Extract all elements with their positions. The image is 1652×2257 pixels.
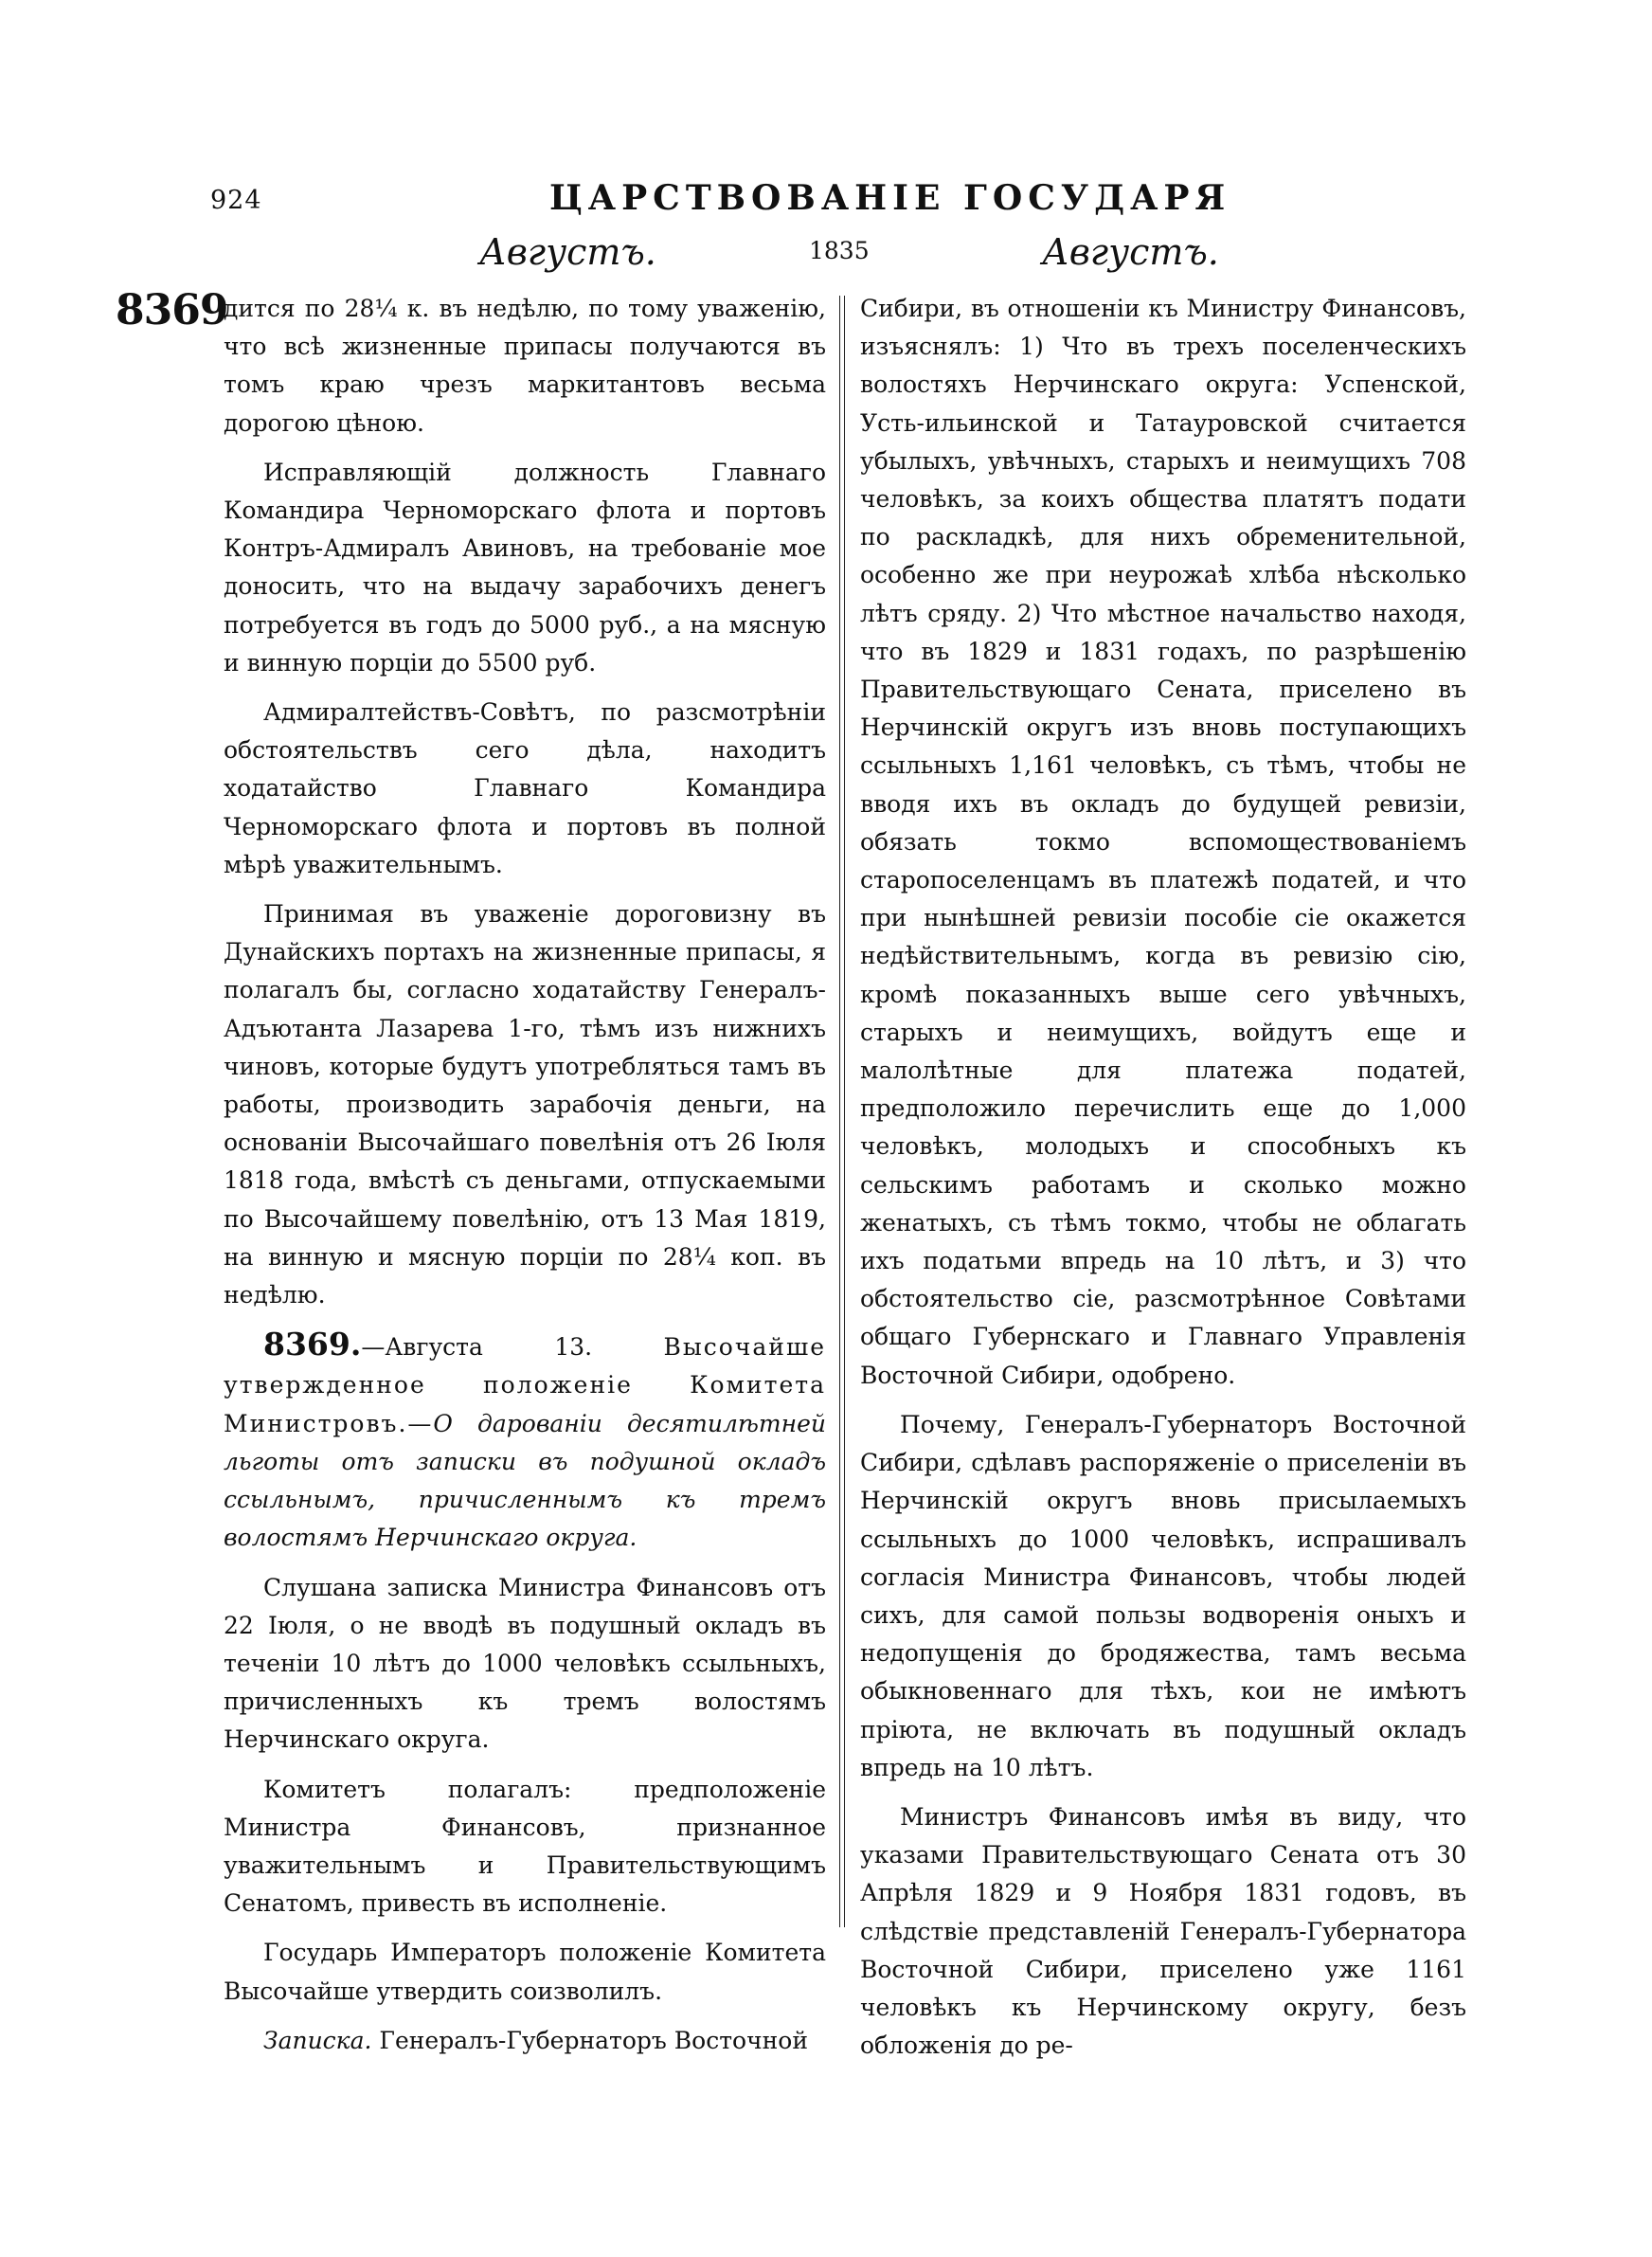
left-column [224,290,826,2060]
entry-date: —Августа 13. [361,1333,593,1362]
entry-number: 8369. [263,1326,362,1363]
note-label: Записка. [263,2026,372,2054]
paragraph: Государь Императоръ положеніе Комитета Высочайше утвердить соизволилъ. [224,1939,826,2005]
entry-heading: Высочайше утвержденное положеніе Комитета Министровъ.— [224,1333,826,1437]
column-divider [839,296,845,1927]
paragraph: Исправляющій должность Главнаго Командира Черноморскаго флота и портовъ Контръ-Адмиралъ Авиновъ, на требованіе мое доносить, что на выдачу зарабочихъ денегъ потребуется въ годъ до 5000 руб., а на мясную и винную порціи до 5500 руб. [224,458,826,677]
right-column [860,290,1466,2065]
margin-entry-number: 8369 [116,286,228,334]
month-left: Августъ. [479,231,656,273]
entry-heading-paragraph [224,1326,826,1557]
paragraph: Почему, Генералъ-Губернаторъ Восточной Сибири, сдѣлавъ распоряженіе о приселеніи въ Нерчинскій округъ вновь присылаемыхъ ссыльныхъ до 1000 человѣкъ, испрашивалъ согласія Министра Финансовъ, чтобы людей сихъ, для самой пользы водворенія оныхъ и недопущенія до бродяжества, тамъ весьма обыкновеннаго для тѣхъ, кои не имѣютъ пріюта, не включать въ подушный окладъ впредь на 10 лѣтъ. [860,1410,1466,1781]
paragraph: Слушана записка Министра Финансовъ отъ 22 Іюля, о не вводѣ въ подушный окладъ въ теченіи 10 лѣтъ до 1000 человѣкъ ссыльныхъ, причисленныхъ къ тремъ волостямъ Нерчинскаго округа. [224,1573,826,1754]
paragraph: дится по 28¼ к. въ недѣлю, по тому уваженію, что всѣ жизненные припасы получаются въ томъ краю чрезъ маркитантовъ весьма дорогою цѣною. [224,295,826,437]
paragraph: Принимая въ уваженіе дороговизну въ Дунайскихъ портахъ на жизненные припасы, я полагалъ бы, согласно ходатайству Генералъ-Адъютанта Лазарева 1-го, тѣмъ изъ нижнихъ чиновъ, которые будутъ употребляться тамъ въ работы, производить зарабочія деньги, на основаніи Высочайшаго повелѣнія отъ 26 Іюля 1818 года, вмѣстѣ съ деньгами, отпускаемыми по Высочайшему повелѣнію, отъ 13 Мая 1819, на винную и мясную порціи по 28¼ коп. въ недѣлю. [224,900,826,1309]
entry-title: О дарованіи десятилѣтней льготы отъ записки въ подушной окладъ ссыльнымъ, причисленнымъ къ тремъ волостямъ Нерчинскаго округа. [224,1409,826,1552]
note-paragraph [224,2022,826,2060]
running-title: ЦАРСТВОВАНІЕ ГОСУДАРЯ [549,178,1231,218]
year: 1835 [809,237,870,264]
paragraph: Адмиралтействъ-Совѣтъ, по разсмотрѣніи обстоятельствъ сего дѣла, находитъ ходатайство Главнаго Командира Черноморскаго флота и портовъ въ полной мѣрѣ уважительнымъ. [224,698,826,878]
paragraph: Комитетъ полагалъ: предположеніе Министра Финансовъ, признанное уважительнымъ и Правительствующимъ Сенатомъ, привесть въ исполненіе. [224,1775,826,1918]
note-text: Генералъ-Губернаторъ Восточной [371,2026,808,2054]
month-right: Августъ. [1042,231,1219,273]
paragraph: Министръ Финансовъ имѣя въ виду, что указами Правительствующаго Сената отъ 30 Апрѣля 1829 и 9 Ноября 1831 годовъ, въ слѣдствіе представленій Генералъ-Губернатора Восточной Сибири, приселено уже 1161 человѣкъ къ Нерчинскому округу, безъ обложенія до ре- [860,1802,1466,2060]
paragraph: Сибири, въ отношеніи къ Министру Финансовъ, изъяснялъ: 1) Что въ трехъ поселенческихъ волостяхъ Нерчинскаго округа: Успенской, Усть-ильинской и Татауровской считается убылыхъ, увѣчныхъ, старыхъ и неимущихъ 708 человѣкъ, за коихъ общества платятъ подати по раскладкѣ, для нихъ обременительной, особенно же при неурожаѣ хлѣба нѣсколько лѣтъ сряду. 2) Что мѣстное начальство находя, что въ 1829 и 1831 годахъ, по разрѣшенію Правительствующаго Сената, приселено въ Нерчинскій округъ изъ вновь поступающихъ ссыльныхъ 1,161 человѣкъ, съ тѣмъ, чтобы не вводя ихъ въ окладъ до будущей ревизіи, обязать токмо вспомоществованіемъ старопоселенцамъ въ платежѣ податей, и что при нынѣшней ревизіи пособіе сіе окажется недѣйствительнымъ, когда въ ревизію сію, кромѣ показанныхъ выше сего увѣчныхъ, старыхъ и неимущихъ, войдутъ еще и малолѣтные для платежа податей, предположило перечислить еще до 1,000 человѣкъ, молодыхъ и способныхъ къ сельскимъ работамъ и сколько можно женатыхъ, съ тѣмъ токмо, чтобы не облагать ихъ податьми впредь на 10 лѣтъ, и 3) что обстоятельство сіе, разсмотрѣнное Совѣтами общаго Губернскаго и Главнаго Управленія Восточной Сибири, одобрено. [860,295,1466,1389]
page-number: 924 [210,186,262,215]
